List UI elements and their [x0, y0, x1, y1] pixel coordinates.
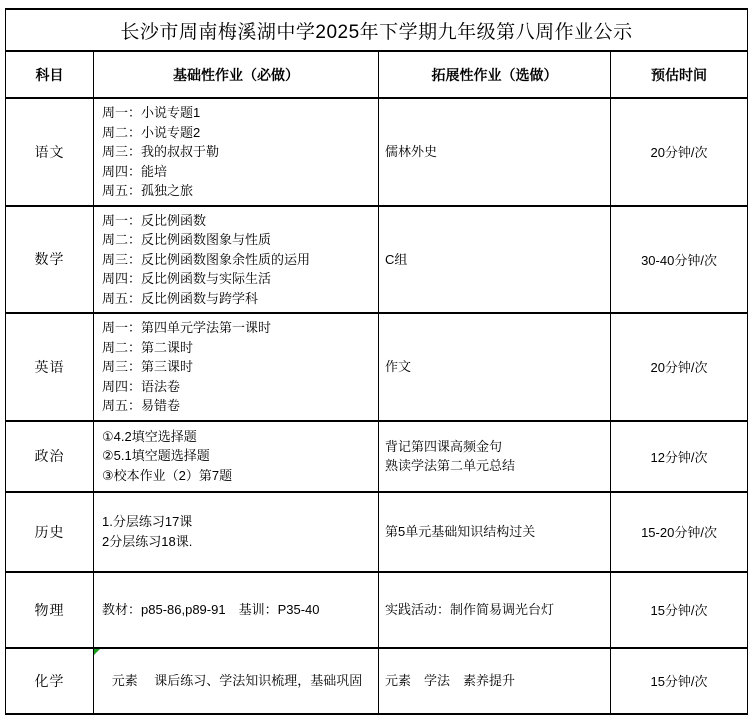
homework-line: ③校本作业（2）第7题: [102, 467, 233, 483]
homework-line: 周三：我的叔叔于勒: [102, 144, 220, 159]
extended-homework-cell: [379, 98, 611, 206]
subject-cell: 英语: [6, 313, 94, 421]
table-row-physics: [6, 572, 748, 648]
homework-line: 周五：易错卷: [102, 398, 181, 413]
homework-line: 1.分层练习17课: [102, 514, 193, 529]
basic-homework-cell: [94, 98, 379, 206]
table-row-politics: [6, 421, 748, 492]
homework-line: 周二：小说专题2: [102, 124, 201, 140]
homework-line: 周五：孤独之旅: [102, 183, 194, 198]
table-row-chinese: [6, 98, 748, 206]
homework-line: 周五：反比例函数与跨学科: [102, 290, 259, 306]
basic-homework-cell: [94, 313, 379, 421]
subject-cell: 政治: [6, 421, 94, 492]
estimated-time-cell: 20分钟/次: [611, 98, 748, 206]
table-row-math: [6, 206, 748, 314]
col-header-basic-homework: 基础性作业（必做）: [94, 51, 379, 98]
estimated-time-cell: 15分钟/次: [611, 648, 748, 714]
table-row-history: [6, 492, 748, 572]
subject-cell: 语文: [6, 98, 94, 206]
basic-homework-cell: [94, 421, 379, 492]
col-header-estimated-time: 预估时间: [611, 51, 748, 98]
homework-line: ①4.2填空选择题: [102, 428, 197, 444]
cell-corner-marker-icon: [94, 649, 100, 655]
homework-line: 周四：能培: [102, 163, 168, 179]
col-header-extended-homework: 拓展性作业（选做）: [379, 51, 611, 98]
subject-cell: 数学: [6, 206, 94, 314]
extended-homework-cell: [379, 572, 611, 648]
homework-line: 周四：反比例函数与实际生活: [102, 271, 272, 286]
homework-line: 周二：第二课时: [102, 339, 194, 355]
extended-homework-cell: [379, 313, 611, 421]
homework-line: 周二：反比例函数图象与性质: [102, 232, 272, 247]
title-row: [6, 9, 748, 51]
table-row-chemistry: [6, 648, 748, 714]
homework-line: 元素 学法 素养提升: [385, 672, 516, 688]
homework-line: 作文: [385, 359, 412, 374]
basic-homework-cell: [94, 572, 379, 648]
basic-homework-cell: [94, 648, 379, 714]
subject-cell: 化学: [6, 648, 94, 714]
homework-line: 周一：小说专题1: [102, 105, 201, 120]
homework-line: 熟读学法第二单元总结: [385, 458, 516, 473]
homework-line: 实践活动：制作简易调光台灯: [385, 601, 555, 617]
extended-homework-cell: [379, 492, 611, 572]
estimated-time-cell: 15-20分钟/次: [611, 492, 748, 572]
homework-line: 背记第四课高频金句: [385, 438, 503, 454]
homework-line: 第5单元基础知识结构过关: [385, 523, 536, 539]
homework-line: 周四：语法卷: [102, 378, 181, 394]
table-row-english: [6, 313, 748, 421]
homework-line: ②5.1填空题选择题: [102, 448, 210, 464]
basic-homework-cell: [94, 206, 379, 314]
estimated-time-cell: 15分钟/次: [611, 572, 748, 648]
subject-cell: 物理: [6, 572, 94, 648]
homework-line: 周三：反比例函数图象余性质的运用: [102, 251, 311, 267]
homework-line: C组: [385, 251, 408, 267]
extended-homework-cell: [379, 648, 611, 714]
estimated-time-cell: 20分钟/次: [611, 313, 748, 421]
homework-line: 儒林外史: [385, 144, 438, 159]
homework-line: 周三：第三课时: [102, 359, 194, 374]
basic-homework-cell: [94, 492, 379, 572]
header-row: [6, 51, 748, 98]
extended-homework-cell: [379, 421, 611, 492]
homework-line: 元素 课后练习、学法知识梳理，基础巩固: [111, 672, 363, 688]
homework-line: 周一：第四单元学法第一课时: [102, 320, 272, 335]
homework-line: 2分层练习18课.: [102, 533, 193, 549]
page-title: 长沙市周南梅溪湖中学2025年下学期九年级第八周作业公示: [6, 9, 748, 51]
homework-line: 教材：p85-86,p89-91 基训：P35-40: [102, 601, 320, 617]
homework-table: [5, 8, 748, 715]
estimated-time-cell: 30-40分钟/次: [611, 206, 748, 314]
col-header-subject: 科目: [6, 51, 94, 98]
subject-cell: 历史: [6, 492, 94, 572]
extended-homework-cell: [379, 206, 611, 314]
estimated-time-cell: 12分钟/次: [611, 421, 748, 492]
homework-line: 周一：反比例函数: [102, 212, 207, 228]
